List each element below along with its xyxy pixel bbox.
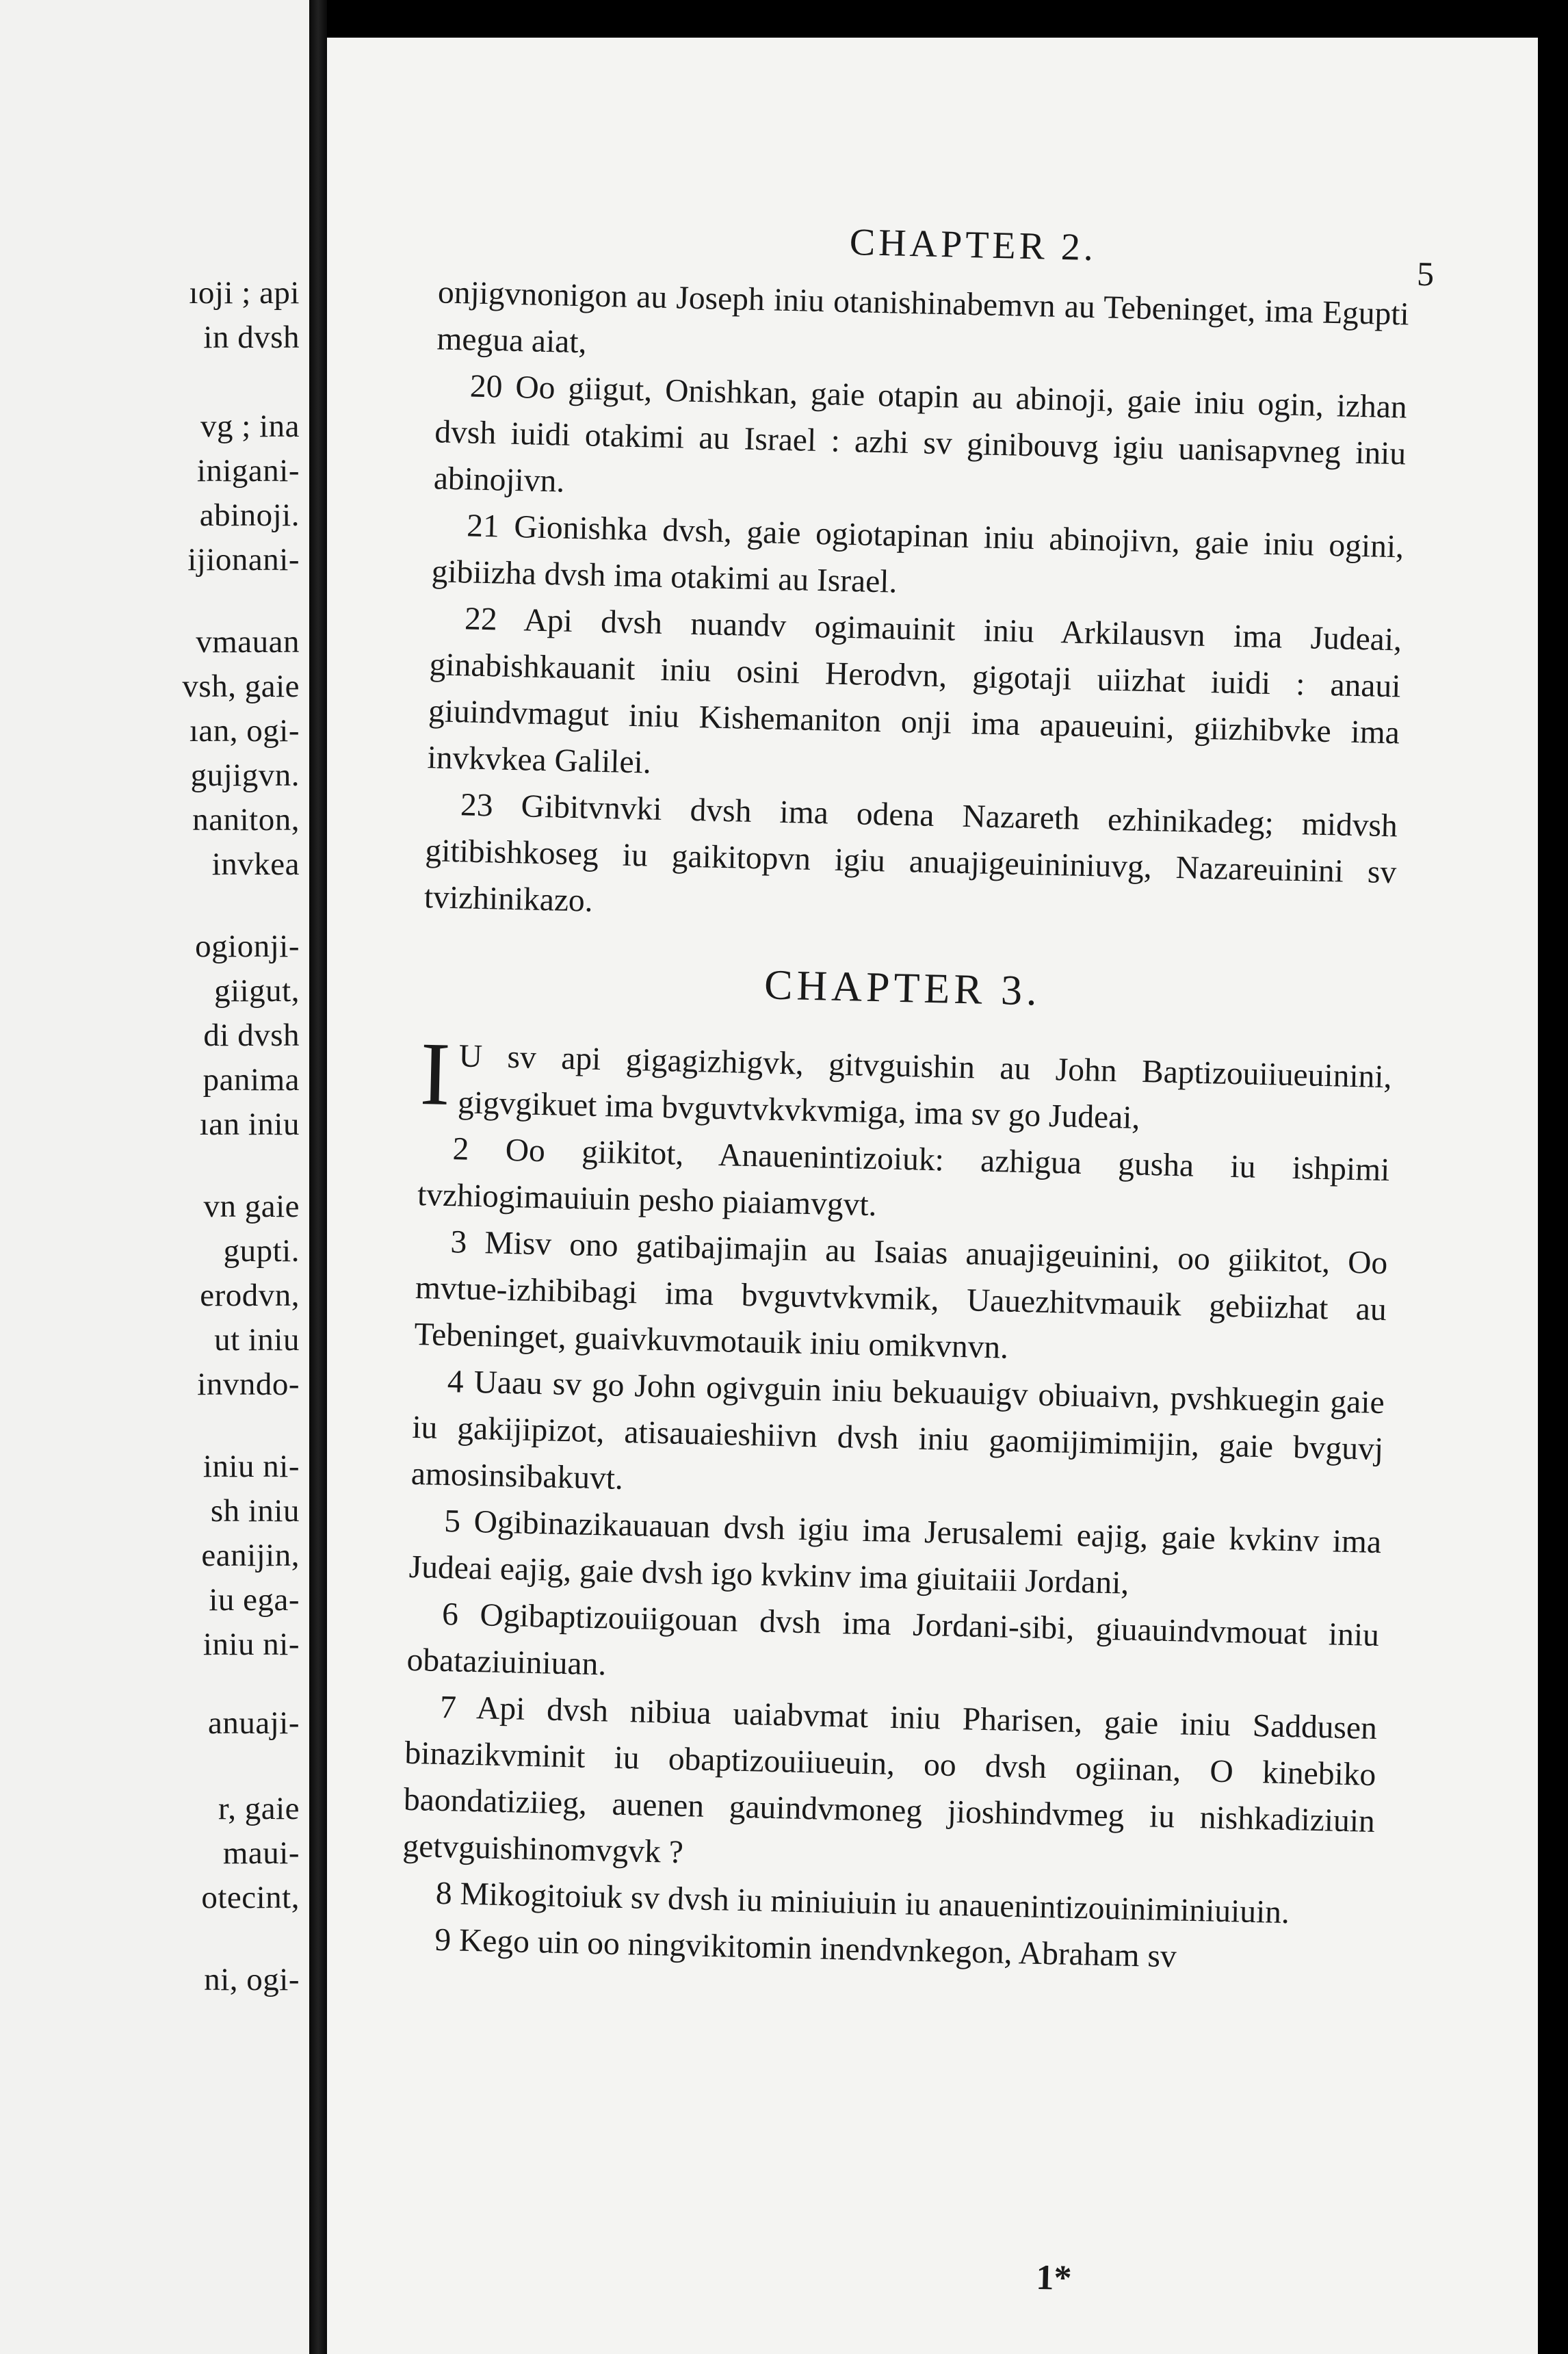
verse-paragraph: IU sv api gigagizhigvk, gitvguishin au John Baptizouiiueuinini, gigvgikuet ima bvguvtvkvkvmiga, ima sv go Judeai,: [419, 1023, 1393, 1136]
verse-paragraph: 2 Oo giikitot, Anauenintizoiuk: azhigua gusha iu ishpimi tvzhiogimauiuin pesho piaiamvgvt.: [417, 1131, 1390, 1224]
left-line: eanijin,: [201, 1538, 300, 1573]
left-line: vsh, gaie: [182, 669, 300, 704]
left-line: ogionji-: [195, 929, 300, 964]
left-line: ut iniu: [214, 1322, 300, 1358]
page-content: [327, 38, 1538, 2354]
left-line: gujigvn.: [190, 758, 300, 793]
chapter-heading: CHAPTER 3.: [763, 961, 1042, 1015]
verse-paragraph: 7 Api dvsh nibiua uaiabvmat iniu Pharisen, gaie iniu Saddusen binazikvminit iu obaptizouiiueuin, oo dvsh ogiinan, O kinebiko baondatiziieg, auenen gauindvmoneg jioshindvmeg iu nishkadiziuin getvguishinomvgvk ?: [402, 1689, 1378, 1871]
left-page-fragment: [0, 0, 309, 2354]
verse-paragraph: 22 Api dvsh nuandv ogimauinit iniu Arkilausvn ima Judeai, ginabishkauanit iniu osini Herodvn, gigotaji uiizhat iuidi : anaui giuindvmagut iniu Kishemaniton onji ima apaueuini, giizhibvke ima invkvkea Galilei.: [427, 601, 1402, 781]
left-line: anuaji-: [208, 1705, 300, 1741]
left-line: erodvn,: [200, 1278, 300, 1313]
verse-paragraph: 5 Ogibinazikauauan dvsh igiu ima Jerusalemi eajig, gaie kvkinv ima Judeai eajig, gaie dvsh igo kvkinv ima giuitaiii Jordani,: [408, 1503, 1382, 1601]
left-line: maui-: [222, 1835, 300, 1871]
verse-paragraph: onjigvnonigon au Joseph iniu otanishinabemvn au Tebeninget, ima Egupti megua aiat,: [436, 274, 1410, 361]
left-line: vg ; ina: [200, 409, 300, 444]
verse-paragraph: 21 Gionishka dvsh, gaie ogiotapinan iniu abinojivn, gaie iniu ogini, gibiizha dvsh ima otakimi au Israel.: [431, 508, 1404, 600]
verse-paragraph: 8 Mikogitoiuk sv dvsh iu miniuiuin iu anauenintizouiniminiuiuin.: [435, 1875, 1290, 1931]
left-line: sh iniu: [210, 1493, 300, 1529]
verse-paragraph: 23 Gibitvnvki dvsh ima odena Nazareth ezhinikadeg; midvsh gitibishkoseg iu gaikitopvn igiu anuajigeuininiuvg, Nazareuinini sv tvizhinikazo.: [423, 787, 1398, 919]
left-line: ıan, ogi-: [189, 713, 300, 749]
left-line: ni, ogi-: [204, 1962, 300, 1997]
left-line: vmauan: [196, 624, 300, 660]
page-number: 5: [1416, 254, 1435, 294]
left-line: ıoji ; api: [189, 275, 300, 311]
verse-paragraph: 3 Misv ono gatibajimajin au Isaias anuajigeuinini, oo giikitot, Oo mvtue-izhibibagi ima bvguvtvkvmik, Uauezhitvmauik gebiizhat au Tebeninget, guaivkuvmotauik iniu omikvnvn.: [413, 1224, 1388, 1366]
left-line: ijionani-: [187, 542, 300, 578]
chapter-3-text: [400, 1023, 1393, 1984]
chapter-2-text: [423, 269, 1409, 942]
left-line: otecint,: [201, 1880, 300, 1915]
signature-mark: 1*: [1035, 2258, 1073, 2299]
left-line: in dvsh: [203, 320, 300, 355]
verse-paragraph: 20 Oo giigut, Onishkan, gaie otapin au abinoji, gaie iniu ogin, izhan dvsh iuidi otakimi au Israel : azhi sv ginibouvg igiu uanisapvneg iniu abinojivn.: [433, 368, 1408, 500]
left-line: naniton,: [192, 802, 300, 838]
left-line: abinoji.: [199, 497, 300, 533]
left-line: di dvsh: [203, 1018, 300, 1053]
running-head: CHAPTER 2.: [849, 220, 1097, 270]
left-line: iniu ni-: [202, 1627, 300, 1662]
book-gutter: [309, 0, 327, 2354]
left-line: iu ega-: [209, 1582, 300, 1618]
left-line: panima: [202, 1062, 300, 1098]
left-line: invkea: [211, 846, 300, 882]
left-line: ıan iniu: [199, 1107, 300, 1142]
left-line: gupti.: [223, 1233, 300, 1269]
verse-paragraph: 4 Uaau sv go John ogivguin iniu bekuauigv obiuaivn, pvshkuegin gaie iu gakijipizot, atisauaieshiivn dvsh iniu gaomijimimijin, gaie bvguvj amosinsibakuvt.: [410, 1364, 1385, 1497]
left-line: r, gaie: [218, 1791, 300, 1826]
left-line: inigani-: [196, 453, 300, 489]
left-line: giigut,: [214, 973, 300, 1009]
left-line: iniu ni-: [202, 1449, 300, 1484]
left-line: invndo-: [197, 1367, 300, 1402]
left-line: vn gaie: [203, 1189, 300, 1224]
verse-paragraph: 9 Kego uin oo ningvikitomin inendvnkegon, Abraham sv: [434, 1922, 1177, 1975]
right-page: [327, 38, 1538, 2354]
verse-paragraph: 6 Ogibaptizouiigouan dvsh ima Jordani-sibi, giuauindvmouat iniu obataziuiniuan.: [406, 1596, 1380, 1683]
